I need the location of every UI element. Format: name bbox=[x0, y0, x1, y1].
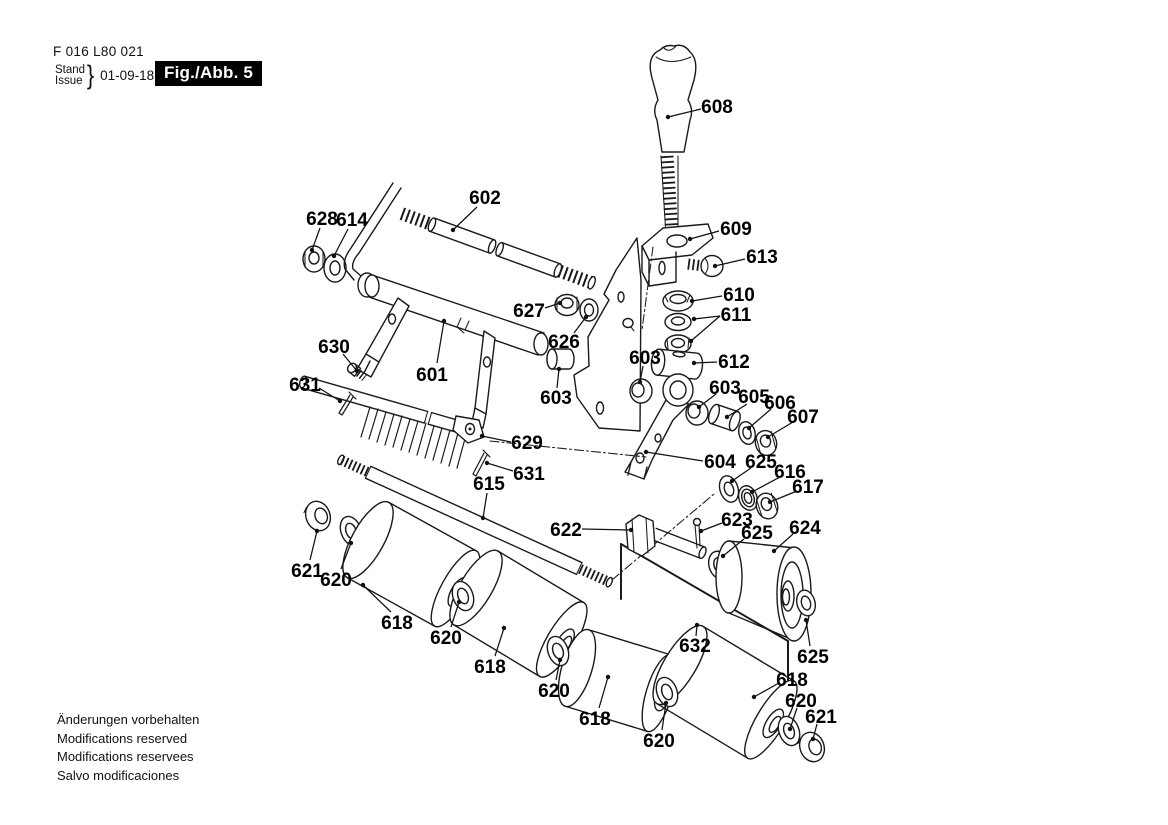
notice-es: Salvo modificaciones bbox=[57, 767, 180, 783]
part-609-bracket bbox=[642, 224, 713, 286]
svg-text:604: 604 bbox=[704, 452, 736, 473]
svg-text:624: 624 bbox=[789, 518, 821, 539]
callout-614 bbox=[332, 210, 368, 258]
issue-date: 01-09-18 bbox=[100, 68, 155, 83]
svg-text:618: 618 bbox=[579, 709, 611, 730]
issue-label: Issue bbox=[55, 74, 83, 87]
svg-text:620: 620 bbox=[538, 681, 570, 702]
svg-text:623: 623 bbox=[721, 510, 753, 531]
part-mounting-plate bbox=[574, 238, 641, 431]
svg-text:627: 627 bbox=[513, 301, 545, 322]
part-610-nut bbox=[663, 291, 693, 311]
callout-615 bbox=[473, 474, 505, 520]
svg-text:612: 612 bbox=[718, 352, 750, 373]
callout-631 bbox=[289, 375, 342, 403]
svg-text:602: 602 bbox=[469, 188, 501, 209]
notice-fr: Modifications reservees bbox=[57, 749, 194, 764]
svg-text:625: 625 bbox=[797, 647, 829, 668]
part-621-bushing-a bbox=[302, 498, 335, 534]
svg-text:603: 603 bbox=[629, 348, 661, 369]
part-605-spacer bbox=[706, 403, 742, 432]
stand-issue-block bbox=[55, 60, 154, 91]
svg-text:629: 629 bbox=[511, 433, 543, 454]
part-621-bushing-b bbox=[796, 729, 829, 765]
svg-text:611: 611 bbox=[720, 305, 752, 326]
svg-text:621: 621 bbox=[291, 561, 323, 582]
part-602-rod bbox=[399, 207, 596, 290]
callout-602 bbox=[451, 188, 501, 232]
callout-626 bbox=[548, 315, 588, 353]
svg-text:618: 618 bbox=[776, 670, 808, 691]
svg-text:621: 621 bbox=[805, 707, 837, 728]
callout-618 bbox=[474, 626, 506, 678]
part-626-washer bbox=[580, 299, 598, 321]
svg-text:631: 631 bbox=[289, 375, 321, 396]
svg-text:618: 618 bbox=[381, 613, 413, 634]
callout-625 bbox=[730, 452, 777, 483]
svg-text:630: 630 bbox=[318, 337, 350, 358]
svg-text:625: 625 bbox=[741, 523, 773, 544]
svg-text:609: 609 bbox=[720, 219, 752, 240]
svg-text:607: 607 bbox=[787, 407, 819, 428]
part-631-pin-a bbox=[339, 392, 356, 415]
svg-text:618: 618 bbox=[474, 657, 506, 678]
callout-618 bbox=[361, 583, 413, 634]
svg-text:613: 613 bbox=[746, 247, 778, 268]
svg-text:626: 626 bbox=[548, 332, 580, 353]
svg-text:620: 620 bbox=[785, 691, 817, 712]
part-632-bracket bbox=[621, 544, 788, 682]
svg-text:615: 615 bbox=[473, 474, 505, 495]
callout-610 bbox=[690, 285, 755, 306]
part-622-bolt bbox=[626, 515, 707, 559]
part-603-bushing-c bbox=[686, 401, 708, 425]
svg-text:610: 610 bbox=[723, 285, 755, 306]
svg-text:605: 605 bbox=[738, 387, 770, 408]
svg-text:603: 603 bbox=[540, 388, 572, 409]
part-611-washers bbox=[665, 314, 691, 354]
callout-601 bbox=[416, 319, 448, 386]
svg-text:617: 617 bbox=[792, 477, 824, 498]
svg-text:620: 620 bbox=[320, 570, 352, 591]
notice-en: Modifications reserved bbox=[57, 730, 188, 746]
svg-text:620: 620 bbox=[430, 628, 462, 649]
callout-628 bbox=[306, 209, 338, 252]
svg-text:614: 614 bbox=[336, 210, 368, 231]
brace-glyph: } bbox=[86, 60, 95, 90]
svg-text:603: 603 bbox=[709, 378, 741, 399]
svg-text:601: 601 bbox=[416, 365, 448, 386]
part-629-rake bbox=[298, 375, 484, 468]
callout-603 bbox=[540, 367, 572, 409]
svg-text:628: 628 bbox=[306, 209, 338, 230]
svg-text:606: 606 bbox=[764, 393, 796, 414]
callout-604 bbox=[644, 450, 736, 473]
svg-text:608: 608 bbox=[701, 97, 733, 118]
svg-text:616: 616 bbox=[774, 462, 806, 483]
callout-611 bbox=[689, 305, 752, 343]
notice-de: Änderungen vorbehalten bbox=[57, 712, 200, 727]
svg-text:631: 631 bbox=[513, 464, 545, 485]
figure-label: Fig./Abb. 5 bbox=[155, 61, 262, 86]
part-625-washer-a bbox=[716, 473, 741, 504]
svg-text:622: 622 bbox=[550, 520, 582, 541]
callout-621 bbox=[291, 529, 323, 582]
stand-label: Stand bbox=[55, 63, 86, 76]
part-627-nut bbox=[555, 295, 579, 316]
svg-text:625: 625 bbox=[745, 452, 777, 473]
callout-629 bbox=[480, 433, 543, 454]
part-608-knob bbox=[650, 45, 696, 242]
callout-622 bbox=[550, 520, 633, 541]
part-number: F 016 L80 021 bbox=[53, 44, 144, 59]
part-614-washer bbox=[324, 254, 346, 282]
svg-text:620: 620 bbox=[643, 731, 675, 752]
footer-notices bbox=[57, 711, 199, 785]
svg-text:632: 632 bbox=[679, 636, 711, 657]
